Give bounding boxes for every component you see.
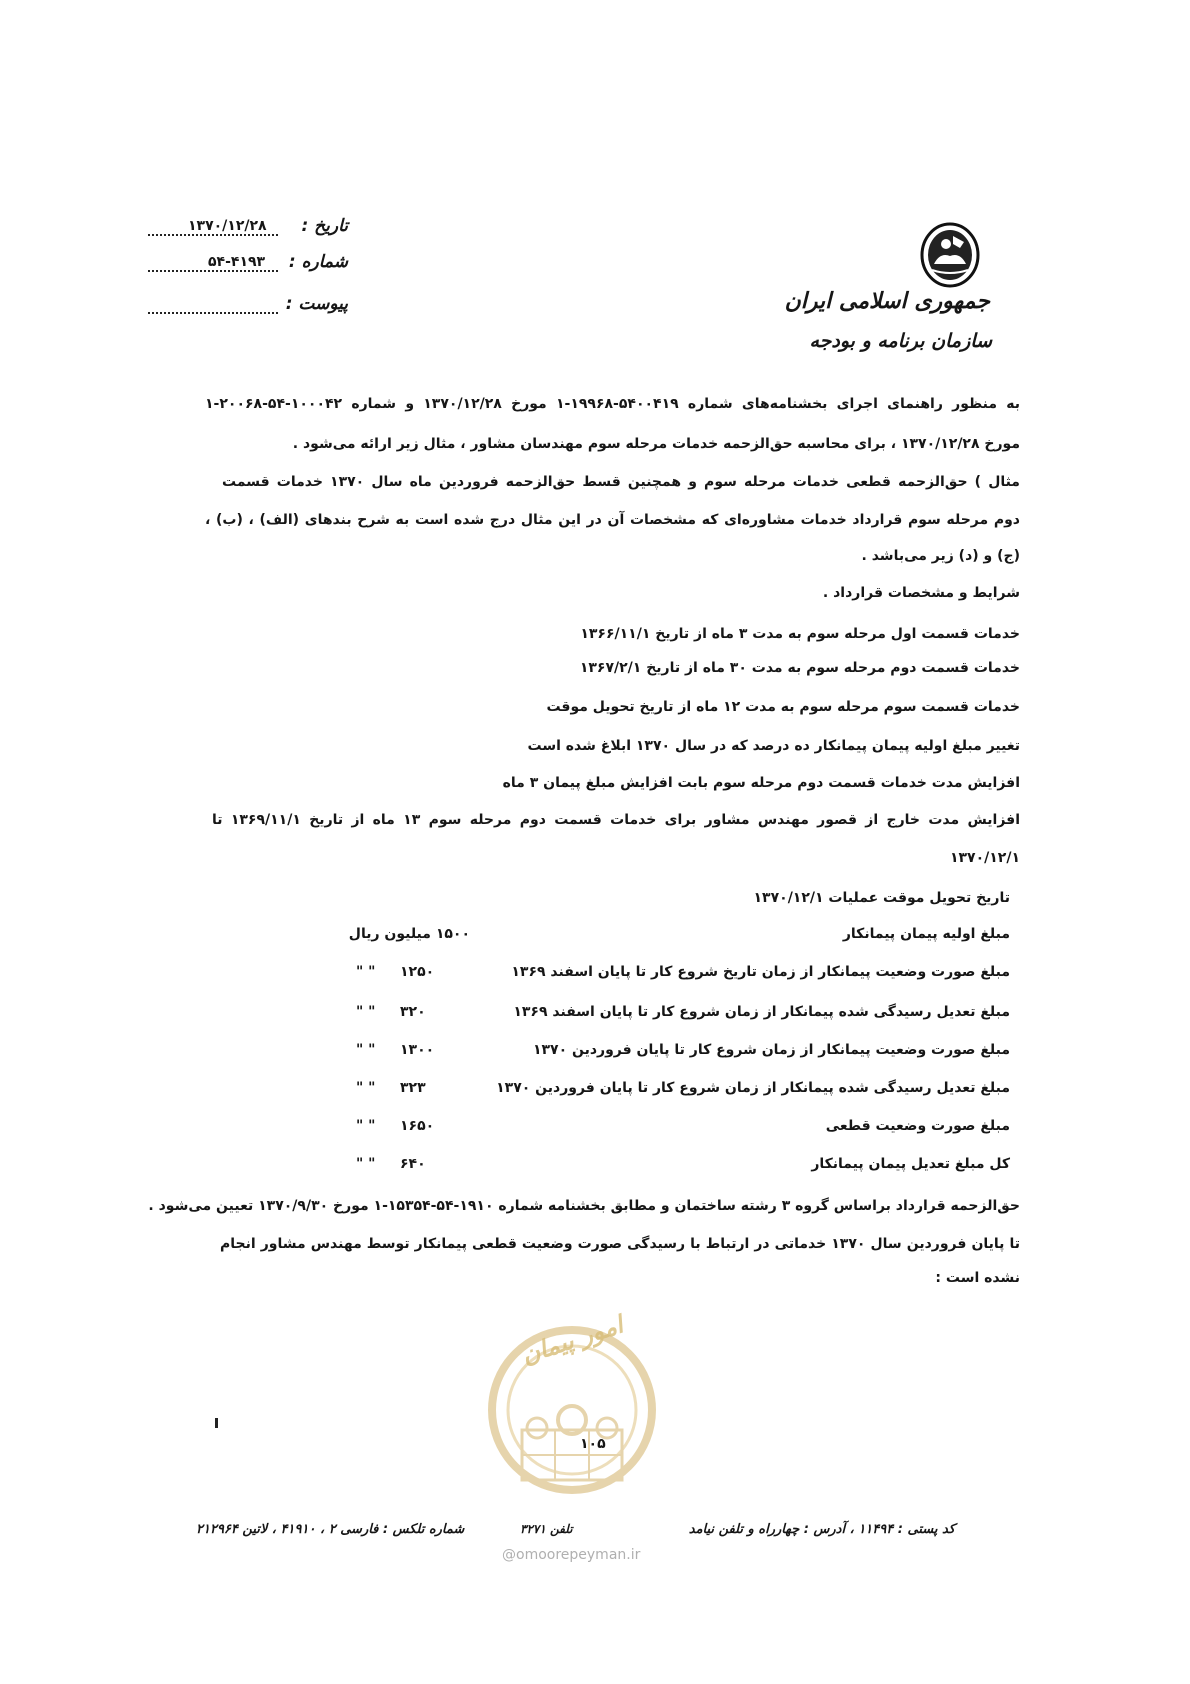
condition-5: افزایش مدت خدمات قسمت دوم مرحله سوم بابت افزایش مبلغ پیمان ۳ ماه xyxy=(502,775,1020,791)
amount-value: ۳۲۰ xyxy=(400,1004,426,1020)
condition-2: خدمات قسمت دوم مرحله سوم به مدت ۳۰ ماه از تاریخ ۱۳۶۷/۲/۱ xyxy=(579,660,1020,676)
watermark-seal-text: امور پیمان xyxy=(518,1310,627,1370)
amount-label: مبلغ اولیه پیمان پیمانکار xyxy=(842,926,1010,942)
ditto-mark: " " xyxy=(356,1080,376,1096)
condition-4: تغییر مبلغ اولیه پیمان پیمانکار ده درصد که در سال ۱۳۷۰ ابلاغ شده است xyxy=(527,738,1020,754)
iran-emblem-icon xyxy=(920,222,980,288)
ditto-mark: " " xyxy=(356,1004,376,1020)
conditions-title: شرایط و مشخصات قرارداد . xyxy=(822,585,1020,601)
amount-row-1 xyxy=(0,926,1190,950)
ditto-mark: " " xyxy=(356,964,376,980)
number-label: شماره : xyxy=(288,252,348,272)
amount-row-4 xyxy=(0,1042,1190,1066)
amount-label: مبلغ تعدیل رسیدگی شده پیمانکار از زمان شروع کار تا پایان فروردین ۱۳۷۰ xyxy=(496,1080,1010,1096)
attachment-dots xyxy=(148,312,278,314)
ditto-mark: " " xyxy=(356,1156,376,1172)
watermark-site: @omoorepeyman.ir xyxy=(502,1547,641,1563)
amount-row-6 xyxy=(0,1118,1190,1142)
delivery-date: تاریخ تحویل موقت عملیات ۱۳۷۰/۱۲/۱ xyxy=(753,890,1010,906)
amount-row-2 xyxy=(0,964,1190,988)
condition-6-cont: ۱۳۷۰/۱۲/۱ xyxy=(949,850,1020,866)
condition-3: خدمات قسمت سوم مرحله سوم به مدت ۱۲ ماه از تاریخ تحویل موقت xyxy=(546,699,1020,715)
date-value: ۱۳۷۰/۱۲/۲۸ xyxy=(188,218,267,234)
organization-name: سازمان برنامه و بودجه xyxy=(809,330,992,352)
number-value: ۵۴-۴۱۹۳ xyxy=(208,254,266,270)
page-number: ۱۰۵ xyxy=(580,1436,606,1452)
amount-value: ۱۶۵۰ xyxy=(400,1118,435,1134)
date-row xyxy=(148,214,348,240)
intro-line-3: مثال ) حق‌الزحمه قطعی خدمات مرحله سوم و همچنین قسط حق‌الزحمه فروردین ماه سال ۱۳۷۰ خدمات قسمت xyxy=(222,474,1020,490)
number-row xyxy=(148,250,348,276)
ditto-mark: " " xyxy=(356,1118,376,1134)
amount-label: مبلغ صورت وضعیت پیمانکار از زمان شروع کار تا پایان فروردین ۱۳۷۰ xyxy=(532,1042,1010,1058)
closing-line-2: تا پایان فروردین سال ۱۳۷۰ خدماتی در ارتباط با رسیدگی صورت وضعیت قطعی پیمانکار توسط مهندس مشاور انجام xyxy=(220,1236,1020,1252)
intro-line-4: دوم مرحله سوم قرارداد خدمات مشاوره‌ای که مشخصات آن در این مثال درج شده است به شرح بندهای (الف) ، (ب) ، xyxy=(205,512,1020,528)
amount-label: مبلغ صورت وضعیت پیمانکار از زمان تاریخ شروع کار تا پایان اسفند ۱۳۶۹ xyxy=(511,964,1010,980)
amount-row-3 xyxy=(0,1004,1190,1028)
footer-postal: کد پستی : ۱۱۴۹۴ ، آدرس : چهارراه و تلفن نیامد xyxy=(688,1522,955,1537)
attachment-label: پیوست : xyxy=(285,294,348,314)
closing-line-1: حق‌الزحمه قرارداد براساس گروه ۳ رشته ساختمان و مطابق بخشنامه شماره ۱۹۱۰-۵۴-۱۵۳۵۴-۱ مورخ ۱۳۷۰/۹/۳۰ تعیین می‌شود . xyxy=(148,1198,1020,1214)
date-label: تاریخ : xyxy=(301,216,348,236)
amount-label: مبلغ تعدیل رسیدگی شده پیمانکار از زمان شروع کار تا پایان اسفند ۱۳۶۹ xyxy=(513,1004,1010,1020)
amount-value: ۱۲۵۰ xyxy=(400,964,435,980)
amount-value: ۶۴۰ xyxy=(400,1156,426,1172)
date-dots xyxy=(148,234,278,236)
amount-label: کل مبلغ تعدیل پیمان پیمانکار xyxy=(811,1156,1010,1172)
condition-1: خدمات قسمت اول مرحله سوم به مدت ۳ ماه از تاریخ ۱۳۶۶/۱۱/۱ xyxy=(580,626,1020,642)
margin-mark xyxy=(215,1418,218,1428)
footer-phone: تلفن ۳۲۷۱ xyxy=(520,1522,573,1536)
country-name: جمهوری اسلامی ایران xyxy=(784,288,990,314)
ditto-mark: " " xyxy=(356,1042,376,1058)
closing-line-3: نشده است : xyxy=(935,1270,1020,1286)
condition-6: افزایش مدت خارج از قصور مهندس مشاور برای خدمات قسمت دوم مرحله سوم ۱۳ ماه از تاریخ ۱۳۶۹/۱۱/۱ تا xyxy=(212,812,1020,828)
amount-value: ۱۳۰۰ xyxy=(400,1042,435,1058)
amount-value: ۱۵۰۰ میلیون ریال xyxy=(348,926,470,942)
intro-line-2: مورخ ۱۳۷۰/۱۲/۲۸ ، برای محاسبه حق‌الزحمه خدمات مرحله سوم مهندسان مشاور ، مثال زیر ارائه می‌شود . xyxy=(292,436,1020,452)
amount-label: مبلغ صورت وضعیت قطعی xyxy=(825,1118,1010,1134)
intro-line-5: (ج) و (د) زیر می‌باشد . xyxy=(861,548,1020,564)
number-dots xyxy=(148,270,278,272)
intro-line-1: به منظور راهنمای اجرای بخشنامه‌های شماره ۵۴۰۰۴۱۹-۱۹۹۶۸-۱ مورخ ۱۳۷۰/۱۲/۲۸ و شماره ۱۰۰۰۴۲-۵۴-۲۰۰۶۸-۱ xyxy=(205,396,1020,412)
attachment-row xyxy=(148,292,348,318)
footer-telex: شماره تلکس : فارسی ۲ ، ۴۱۹۱۰ ، لاتین ۲۱۲۹۶۴ xyxy=(196,1522,465,1537)
amount-row-5 xyxy=(0,1080,1190,1104)
amount-row-7 xyxy=(0,1156,1190,1180)
amount-value: ۳۲۳ xyxy=(400,1080,426,1096)
